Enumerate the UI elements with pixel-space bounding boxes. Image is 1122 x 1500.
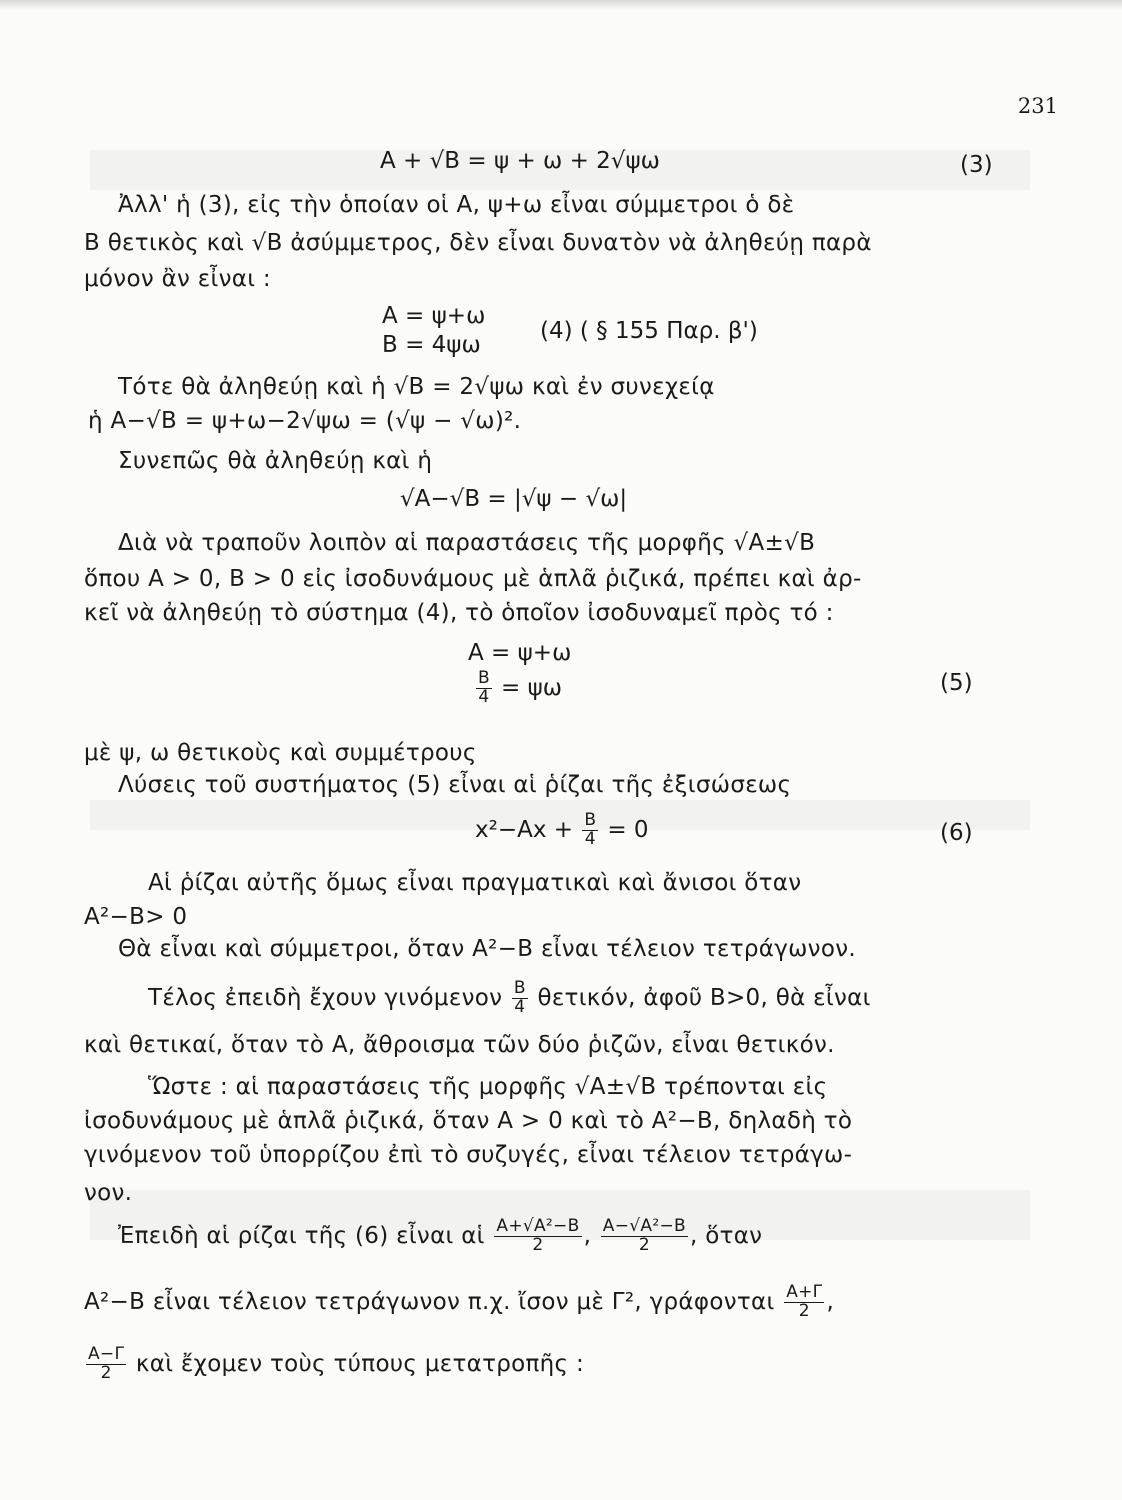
fraction-numerator: Α+Γ bbox=[786, 1282, 823, 1302]
text-line: γινόμενον τοῦ ὑπορρίζου ἐπὶ τὸ συζυγές, εἶναι τέλειον τετράγω- bbox=[84, 1142, 853, 1168]
text-line: Α²−Β> 0 bbox=[84, 904, 188, 930]
fraction bbox=[601, 1218, 688, 1255]
text-line: Συνεπῶς θὰ ἀληθεύῃ καὶ ἡ bbox=[118, 448, 433, 474]
fraction bbox=[476, 670, 492, 707]
text-line: καὶ θετικαί, ὅταν τὸ Α, ἄθροισμα τῶν δύο ῥιζῶν, εἶναι θετικόν. bbox=[84, 1032, 835, 1058]
equation-3: Α + √Β = ψ + ω + 2√ψω bbox=[380, 148, 660, 174]
equation-5-rhs: = ψω bbox=[500, 674, 562, 701]
text-segment: ὅταν bbox=[705, 1222, 763, 1249]
fraction-denominator: 2 bbox=[100, 1362, 112, 1383]
text-line: Α²−Β εἶναι τέλειον τετράγωνον π.χ. ἴσον μὲ Γ², γράφονται $\frac{A+\Gamma}{2}$ , bbox=[84, 1282, 835, 1321]
equation-4-system bbox=[382, 302, 485, 360]
equation-absolute: √Α−√Β = |√ψ − √ω| bbox=[400, 486, 628, 512]
text-line: ἰσοδυνάμους μὲ ἁπλᾶ ῥιζικά, ὅταν Α > 0 καὶ τὸ Α²−Β, δηλαδὴ τὸ bbox=[84, 1108, 853, 1134]
fraction-denominator: 4 bbox=[584, 828, 596, 849]
equation-4-reference: (4) ( § 155 Παρ. β') bbox=[540, 318, 758, 344]
text-line: μὲ ψ, ω θετικοὺς καὶ συμμέτρους bbox=[84, 740, 477, 766]
equation-3-number: (3) bbox=[960, 152, 993, 178]
fraction bbox=[86, 1346, 126, 1383]
text-line: ὅπου Α > 0, Β > 0 εἰς ἰσοδυνάμους μὲ ἁπλᾶ ῥιζικά, πρέπει καὶ ἀρ- bbox=[84, 566, 862, 592]
text-segment: Τέλος ἐπειδὴ ἔχουν γινόμενον bbox=[148, 984, 503, 1011]
text-line: Λύσεις τοῦ συστήματος (5) εἶναι αἱ ῥίζαι τῆς ἐξισώσεως bbox=[118, 772, 792, 798]
text-line: Ὥστε : αἱ παραστάσεις τῆς μορφῆς √Α±√Β τρέπονται εἰς bbox=[148, 1074, 828, 1100]
fraction-numerator: Α+√Α²−Β bbox=[496, 1216, 580, 1236]
fraction-denominator: 2 bbox=[532, 1234, 544, 1255]
fraction-denominator: 2 bbox=[638, 1234, 650, 1255]
text-line: κεῖ νὰ ἀληθεύῃ τὸ σύστημα (4), τὸ ὁποῖον ἰσοδυναμεῖ πρὸς τό : bbox=[84, 600, 834, 626]
text-line bbox=[148, 980, 871, 1017]
equation-5-line-a: Α = ψ+ω bbox=[468, 640, 572, 666]
fraction-numerator: Β bbox=[584, 810, 597, 830]
text-line: νον. bbox=[84, 1180, 133, 1206]
text-segment: καὶ ἔχομεν τοὺς τύπους μετατροπῆς : bbox=[135, 1350, 585, 1377]
equation-5-line-b bbox=[474, 670, 562, 707]
equation-6-lhs: x²−Αx + bbox=[475, 816, 574, 843]
text-line: Τότε θὰ ἀληθεύῃ καὶ ἡ √Β = 2√ψω καὶ ἐν συνεχείᾳ bbox=[118, 374, 715, 400]
equation-4-line-a: Α = ψ+ω bbox=[382, 303, 486, 329]
equation-5-number: (5) bbox=[940, 670, 973, 696]
equation-6 bbox=[475, 812, 649, 849]
text-line: Θὰ εἶναι καὶ σύμμετροι, ὅταν Α²−Β εἶναι τέλειον τετράγωνον. bbox=[118, 936, 856, 962]
text-segment: Α²−Β εἶναι τέλειον τετράγωνον π.χ. ἴσον μὲ Γ², γράφονται bbox=[84, 1288, 775, 1315]
page-number: 231 bbox=[1017, 94, 1058, 118]
text-line bbox=[84, 1346, 584, 1383]
text-line: Β θετικὸς καὶ √Β ἀσύμμετρος, δὲν εἶναι δυνατὸν νὰ ἀληθεύῃ παρὰ bbox=[84, 230, 872, 256]
fraction-denominator: 4 bbox=[478, 686, 490, 707]
text-line: ἡ Α−√Β = ψ+ω−2√ψω = (√ψ − √ω)². bbox=[88, 408, 522, 434]
equation-6-rhs: = 0 bbox=[607, 816, 649, 843]
text-line: Ἀλλ' ἡ (3), εἰς τὴν ὁποίαν οἱ Α, ψ+ω εἶναι σύμμετροι ὁ δὲ bbox=[118, 192, 795, 218]
text-line: Ἐπειδὴ αἱ ρίζαι τῆς (6) εἶναι αἱ $\frac{\text{Α+√Α²−Β}}{2}$ , $\frac{\text{Α−√Α²−Β}}{2}$ , ὅταν bbox=[118, 1216, 763, 1255]
fraction bbox=[494, 1218, 581, 1255]
fraction-numerator: Α−Γ bbox=[88, 1344, 125, 1364]
fraction bbox=[582, 812, 598, 849]
fraction-denominator: 4 bbox=[514, 996, 526, 1017]
fraction-numerator: Β bbox=[513, 978, 526, 998]
fraction bbox=[512, 980, 528, 1017]
fraction-denominator: 2 bbox=[798, 1300, 810, 1321]
fraction-numerator: Α−√Α²−Β bbox=[602, 1216, 686, 1236]
text-line: μόνον ἂν εἶναι : bbox=[84, 266, 271, 292]
fraction-numerator: Β bbox=[478, 668, 490, 688]
equation-6-number: (6) bbox=[940, 820, 973, 846]
text-line: Διὰ νὰ τραποῦν λοιπὸν αἱ παραστάσεις τῆς μορφῆς √Α±√Β bbox=[118, 530, 816, 556]
page-edge bbox=[0, 0, 1122, 10]
text-segment: θετικόν, ἀφοῦ Β>0, θὰ εἶναι bbox=[537, 984, 871, 1011]
text-segment: Ἐπειδὴ αἱ ρίζαι τῆς (6) εἶναι αἱ bbox=[118, 1222, 485, 1249]
equation-4-line-b: Β = 4ψω bbox=[382, 331, 481, 358]
fraction bbox=[784, 1284, 824, 1321]
equation-4-lines bbox=[382, 302, 485, 360]
text-line: Αἱ ῥίζαι αὐτῆς ὅμως εἶναι πραγματικαὶ καὶ ἄνισοι ὅταν bbox=[148, 870, 802, 896]
